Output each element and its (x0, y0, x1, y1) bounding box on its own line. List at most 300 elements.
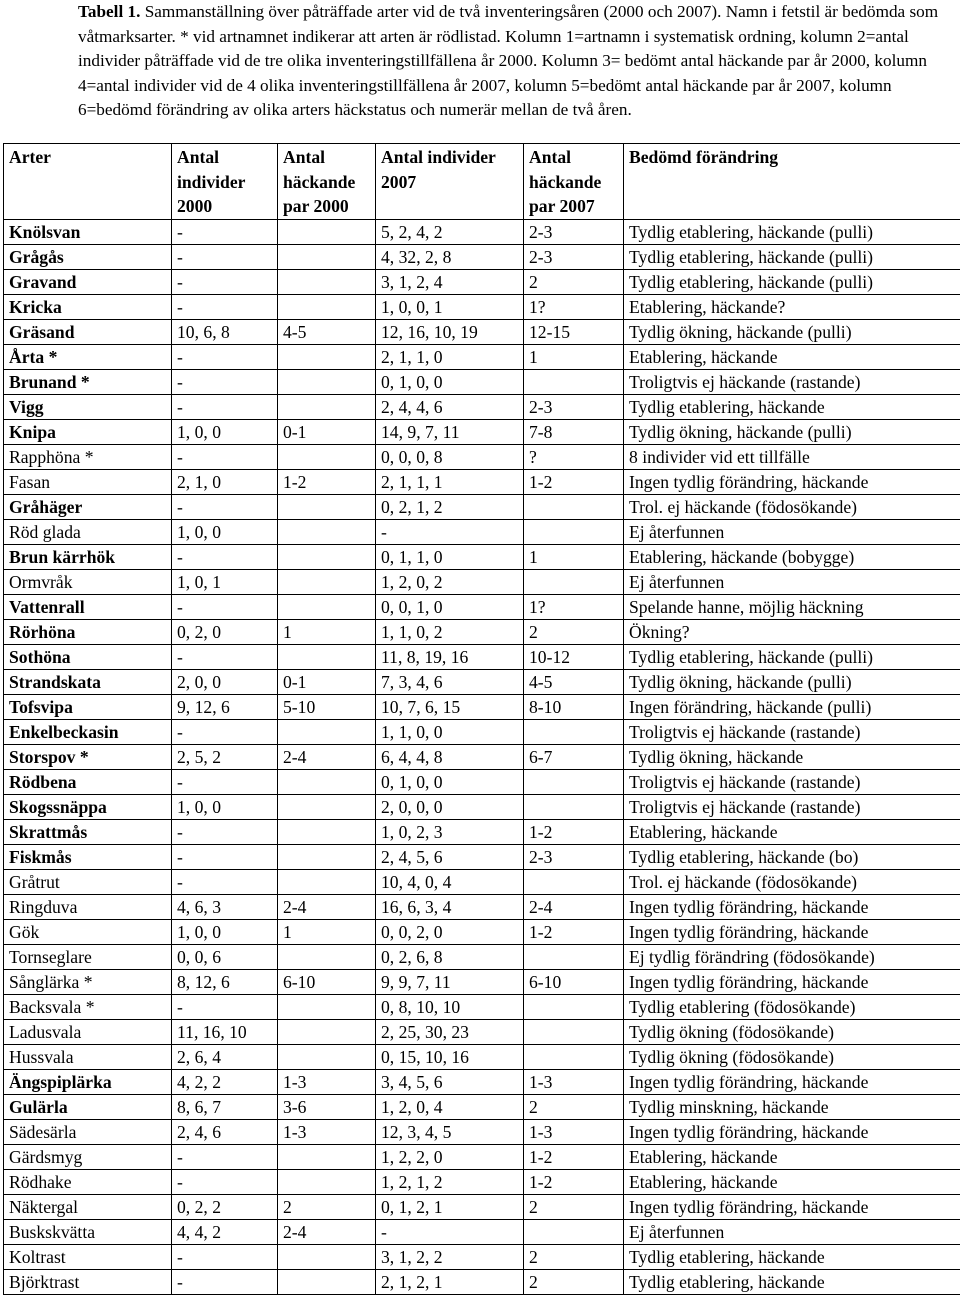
individer-2000-cell: 1, 0, 1 (172, 570, 278, 595)
species-name-cell: Årta * (4, 345, 172, 370)
hackande-par-2007-cell (524, 770, 624, 795)
bedomd-forandring-cell: Etablering, häckande? (624, 295, 960, 320)
bedomd-forandring-cell: Troligtvis ej häckande (rastande) (624, 795, 960, 820)
species-name-cell: Röd glada (4, 520, 172, 545)
species-name-cell: Gravand (4, 270, 172, 295)
table-body (4, 220, 960, 1295)
hackande-par-2007-cell: 6-10 (524, 970, 624, 995)
hackande-par-2000-cell: 2-4 (278, 745, 376, 770)
table-row (4, 570, 960, 595)
hackande-par-2000-cell (278, 545, 376, 570)
individer-2000-cell: 0, 0, 6 (172, 945, 278, 970)
species-name-cell: Vigg (4, 395, 172, 420)
hackande-par-2000-cell (278, 595, 376, 620)
hackande-par-2000-cell (278, 770, 376, 795)
individer-2007-cell: 0, 1, 2, 1 (376, 1195, 524, 1220)
hackande-par-2007-cell: 2-4 (524, 895, 624, 920)
species-name-cell: Björktrast (4, 1270, 172, 1295)
individer-2000-cell: - (172, 270, 278, 295)
hackande-par-2000-cell (278, 245, 376, 270)
species-name-cell: Vattenrall (4, 595, 172, 620)
individer-2000-cell: - (172, 845, 278, 870)
individer-2000-cell: - (172, 1270, 278, 1295)
species-name-cell: Ormvråk (4, 570, 172, 595)
header-bedomd-forandring: Bedömd förändring (624, 144, 960, 220)
individer-2000-cell: - (172, 445, 278, 470)
individer-2000-cell: 8, 6, 7 (172, 1095, 278, 1120)
species-name-cell: Knipa (4, 420, 172, 445)
individer-2007-cell: 0, 1, 0, 0 (376, 770, 524, 795)
table-row (4, 220, 960, 245)
species-name-cell: Brun kärrhök (4, 545, 172, 570)
table-row (4, 520, 960, 545)
table-row (4, 945, 960, 970)
bedomd-forandring-cell: Tydlig etablering, häckande (pulli) (624, 270, 960, 295)
species-name-cell: Sothöna (4, 645, 172, 670)
bedomd-forandring-cell: Etablering, häckande (624, 345, 960, 370)
species-name-cell: Koltrast (4, 1245, 172, 1270)
species-name-cell: Gärdsmyg (4, 1145, 172, 1170)
hackande-par-2000-cell: 0-1 (278, 420, 376, 445)
table-row (4, 895, 960, 920)
bedomd-forandring-cell: Tydlig etablering, häckande (624, 1245, 960, 1270)
bedomd-forandring-cell: Tydlig minskning, häckande (624, 1095, 960, 1120)
bedomd-forandring-cell: Ej tydlig förändring (födosökande) (624, 945, 960, 970)
bedomd-forandring-cell: Ökning? (624, 620, 960, 645)
individer-2000-cell: - (172, 245, 278, 270)
hackande-par-2007-cell: 2-3 (524, 395, 624, 420)
species-name-cell: Gräsand (4, 320, 172, 345)
individer-2007-cell: 6, 4, 4, 8 (376, 745, 524, 770)
hackande-par-2000-cell: 2 (278, 1195, 376, 1220)
individer-2000-cell: 0, 2, 0 (172, 620, 278, 645)
species-name-cell: Brunand * (4, 370, 172, 395)
table-row (4, 970, 960, 995)
individer-2007-cell: 3, 1, 2, 2 (376, 1245, 524, 1270)
species-name-cell: Sädesärla (4, 1120, 172, 1145)
table-row (4, 445, 960, 470)
hackande-par-2000-cell (278, 1020, 376, 1045)
bedomd-forandring-cell: Ingen tydlig förändring, häckande (624, 920, 960, 945)
individer-2000-cell: - (172, 295, 278, 320)
hackande-par-2007-cell: 2 (524, 270, 624, 295)
hackande-par-2007-cell (524, 370, 624, 395)
individer-2000-cell: 1, 0, 0 (172, 520, 278, 545)
individer-2000-cell: - (172, 345, 278, 370)
hackande-par-2007-cell: 1-2 (524, 920, 624, 945)
individer-2000-cell: 10, 6, 8 (172, 320, 278, 345)
species-name-cell: Kricka (4, 295, 172, 320)
individer-2000-cell: 2, 6, 4 (172, 1045, 278, 1070)
individer-2007-cell: 1, 0, 0, 1 (376, 295, 524, 320)
table-row (4, 695, 960, 720)
hackande-par-2000-cell (278, 795, 376, 820)
species-name-cell: Backsvala * (4, 995, 172, 1020)
table-row (4, 645, 960, 670)
species-name-cell: Knölsvan (4, 220, 172, 245)
species-name-cell: Skogssnäppa (4, 795, 172, 820)
hackande-par-2000-cell (278, 720, 376, 745)
individer-2007-cell: 3, 1, 2, 4 (376, 270, 524, 295)
table-row (4, 495, 960, 520)
hackande-par-2000-cell: 4-5 (278, 320, 376, 345)
individer-2007-cell: 2, 4, 5, 6 (376, 845, 524, 870)
species-name-cell: Gråhäger (4, 495, 172, 520)
hackande-par-2007-cell: 1? (524, 295, 624, 320)
table-row (4, 1070, 960, 1095)
table-row (4, 370, 960, 395)
species-name-cell: Näktergal (4, 1195, 172, 1220)
bedomd-forandring-cell: Troligtvis ej häckande (rastande) (624, 720, 960, 745)
hackande-par-2000-cell (278, 1270, 376, 1295)
bedomd-forandring-cell: Tydlig ökning, häckande (pulli) (624, 320, 960, 345)
table-row (4, 1195, 960, 1220)
hackande-par-2000-cell (278, 945, 376, 970)
table-row (4, 320, 960, 345)
species-name-cell: Storspov * (4, 745, 172, 770)
species-name-cell: Grågås (4, 245, 172, 270)
species-name-cell: Ringduva (4, 895, 172, 920)
individer-2007-cell: 16, 6, 3, 4 (376, 895, 524, 920)
hackande-par-2000-cell (278, 520, 376, 545)
bedomd-forandring-cell: Tydlig etablering, häckande (pulli) (624, 220, 960, 245)
table-row (4, 720, 960, 745)
hackande-par-2007-cell: 2-3 (524, 845, 624, 870)
bedomd-forandring-cell: Etablering, häckande (bobygge) (624, 545, 960, 570)
bedomd-forandring-cell: Etablering, häckande (624, 820, 960, 845)
individer-2007-cell: 2, 4, 4, 6 (376, 395, 524, 420)
individer-2007-cell: 14, 9, 7, 11 (376, 420, 524, 445)
hackande-par-2007-cell: 2 (524, 620, 624, 645)
hackande-par-2000-cell (278, 370, 376, 395)
individer-2000-cell: - (172, 1245, 278, 1270)
bedomd-forandring-cell: Tydlig etablering, häckande (pulli) (624, 645, 960, 670)
table-row (4, 995, 960, 1020)
individer-2007-cell: 2, 25, 30, 23 (376, 1020, 524, 1045)
hackande-par-2007-cell: 12-15 (524, 320, 624, 345)
individer-2000-cell: 0, 2, 2 (172, 1195, 278, 1220)
table-row (4, 1220, 960, 1245)
bedomd-forandring-cell: Tydlig ökning (födosökande) (624, 1020, 960, 1045)
hackande-par-2007-cell: 1-3 (524, 1070, 624, 1095)
individer-2000-cell: - (172, 995, 278, 1020)
individer-2000-cell: - (172, 1170, 278, 1195)
hackande-par-2007-cell: 4-5 (524, 670, 624, 695)
hackande-par-2000-cell (278, 995, 376, 1020)
hackande-par-2000-cell (278, 645, 376, 670)
individer-2000-cell: - (172, 770, 278, 795)
hackande-par-2000-cell (278, 270, 376, 295)
bedomd-forandring-cell: Tydlig etablering, häckande (bo) (624, 845, 960, 870)
bedomd-forandring-cell: Spelande hanne, möjlig häckning (624, 595, 960, 620)
hackande-par-2000-cell: 2-4 (278, 895, 376, 920)
hackande-par-2007-cell (524, 795, 624, 820)
individer-2007-cell: 0, 0, 1, 0 (376, 595, 524, 620)
individer-2007-cell: 1, 2, 1, 2 (376, 1170, 524, 1195)
header-antal-hackande-par-2000: Antal häckande par 2000 (278, 144, 376, 220)
header-antal-individer-2000: Antal individer 2000 (172, 144, 278, 220)
hackande-par-2007-cell (524, 570, 624, 595)
hackande-par-2007-cell (524, 1045, 624, 1070)
hackande-par-2007-cell: 2-3 (524, 245, 624, 270)
species-name-cell: Enkelbeckasin (4, 720, 172, 745)
hackande-par-2000-cell (278, 820, 376, 845)
header-antal-individer-2007: Antal individer 2007 (376, 144, 524, 220)
hackande-par-2007-cell: 2 (524, 1095, 624, 1120)
table-row (4, 245, 960, 270)
bedomd-forandring-cell: Troligtvis ej häckande (rastande) (624, 370, 960, 395)
hackande-par-2000-cell (278, 1245, 376, 1270)
hackande-par-2007-cell: 1-3 (524, 1120, 624, 1145)
individer-2007-cell: 0, 8, 10, 10 (376, 995, 524, 1020)
individer-2000-cell: 1, 0, 0 (172, 795, 278, 820)
bedomd-forandring-cell: 8 individer vid ett tillfälle (624, 445, 960, 470)
hackande-par-2000-cell (278, 395, 376, 420)
individer-2007-cell: 0, 0, 0, 8 (376, 445, 524, 470)
table-row (4, 1020, 960, 1045)
species-name-cell: Gulärla (4, 1095, 172, 1120)
hackande-par-2007-cell: 2 (524, 1270, 624, 1295)
hackande-par-2007-cell: ? (524, 445, 624, 470)
individer-2007-cell: 0, 0, 2, 0 (376, 920, 524, 945)
hackande-par-2007-cell: 1 (524, 545, 624, 570)
bedomd-forandring-cell: Tydlig etablering (födosökande) (624, 995, 960, 1020)
hackande-par-2007-cell: 1-2 (524, 820, 624, 845)
individer-2007-cell: 0, 15, 10, 16 (376, 1045, 524, 1070)
hackande-par-2007-cell (524, 945, 624, 970)
table-row (4, 1120, 960, 1145)
individer-2000-cell: - (172, 495, 278, 520)
individer-2000-cell: 4, 2, 2 (172, 1070, 278, 1095)
hackande-par-2007-cell: 10-12 (524, 645, 624, 670)
bedomd-forandring-cell: Trol. ej häckande (födosökande) (624, 870, 960, 895)
bedomd-forandring-cell: Tydlig etablering, häckande (624, 395, 960, 420)
species-name-cell: Skrattmås (4, 820, 172, 845)
individer-2007-cell: 0, 2, 6, 8 (376, 945, 524, 970)
bedomd-forandring-cell: Tydlig ökning, häckande (pulli) (624, 670, 960, 695)
individer-2000-cell: 2, 0, 0 (172, 670, 278, 695)
species-name-cell: Rörhöna (4, 620, 172, 645)
hackande-par-2000-cell: 1 (278, 920, 376, 945)
hackande-par-2000-cell (278, 220, 376, 245)
species-name-cell: Buskskvätta (4, 1220, 172, 1245)
hackande-par-2007-cell: 1-2 (524, 470, 624, 495)
individer-2007-cell: 2, 1, 1, 1 (376, 470, 524, 495)
individer-2000-cell: 8, 12, 6 (172, 970, 278, 995)
individer-2007-cell: 2, 1, 2, 1 (376, 1270, 524, 1295)
bedomd-forandring-cell: Ej återfunnen (624, 520, 960, 545)
hackande-par-2000-cell: 1-2 (278, 470, 376, 495)
hackande-par-2007-cell (524, 1020, 624, 1045)
individer-2000-cell: 1, 0, 0 (172, 920, 278, 945)
bedomd-forandring-cell: Ingen tydlig förändring, häckande (624, 895, 960, 920)
species-name-cell: Hussvala (4, 1045, 172, 1070)
hackande-par-2007-cell (524, 720, 624, 745)
caption-label: Tabell 1. (78, 2, 140, 21)
individer-2007-cell: 1, 2, 0, 4 (376, 1095, 524, 1120)
hackande-par-2007-cell: 2 (524, 1195, 624, 1220)
individer-2000-cell: - (172, 220, 278, 245)
individer-2000-cell: - (172, 645, 278, 670)
caption-text: Sammanställning över påträffade arter vid de två inventeringsåren (2000 och 2007). Namn i fetstil är bedömda som våtmarksarter. * vid artnamnet indikerar att arten är rödlistad. Kolumn 1=artnamn i systematisk ordning, kolumn 2=antal individer påträffade vid de tre olika inventeringstillfällena år 2000. Kolumn 3= bedömt antal häckande par år 2000, kolumn 4=antal individer vid de 4 olika inventeringstillfällena år 2007, kolumn 5=bedömt antal häckande par år 2007, kolumn 6=bedömd förändring av olika arters häckstatus och numerär mellan de två åren. (78, 2, 938, 119)
individer-2007-cell: - (376, 520, 524, 545)
table-row (4, 1270, 960, 1295)
table-row (4, 1145, 960, 1170)
table-row (4, 745, 960, 770)
hackande-par-2007-cell: 2 (524, 1245, 624, 1270)
table-row (4, 1095, 960, 1120)
individer-2007-cell: 10, 7, 6, 15 (376, 695, 524, 720)
hackande-par-2007-cell: 7-8 (524, 420, 624, 445)
bedomd-forandring-cell: Tydlig etablering, häckande (pulli) (624, 245, 960, 270)
individer-2000-cell: - (172, 820, 278, 845)
individer-2000-cell: 11, 16, 10 (172, 1020, 278, 1045)
individer-2000-cell: - (172, 1145, 278, 1170)
hackande-par-2000-cell (278, 1145, 376, 1170)
hackande-par-2007-cell (524, 870, 624, 895)
individer-2007-cell: 3, 4, 5, 6 (376, 1070, 524, 1095)
hackande-par-2007-cell: 2-3 (524, 220, 624, 245)
individer-2000-cell: - (172, 395, 278, 420)
table-row (4, 395, 960, 420)
hackande-par-2000-cell: 1-3 (278, 1070, 376, 1095)
bedomd-forandring-cell: Ingen tydlig förändring, häckande (624, 1120, 960, 1145)
table-row (4, 470, 960, 495)
individer-2000-cell: 2, 5, 2 (172, 745, 278, 770)
hackande-par-2000-cell (278, 495, 376, 520)
bedomd-forandring-cell: Tydlig etablering, häckande (624, 1270, 960, 1295)
hackande-par-2007-cell: 1-2 (524, 1145, 624, 1170)
individer-2007-cell: 11, 8, 19, 16 (376, 645, 524, 670)
species-table (3, 143, 960, 1295)
bedomd-forandring-cell: Etablering, häckande (624, 1145, 960, 1170)
bedomd-forandring-cell: Tydlig ökning, häckande (pulli) (624, 420, 960, 445)
hackande-par-2000-cell: 1 (278, 620, 376, 645)
bedomd-forandring-cell: Ingen tydlig förändring, häckande (624, 1195, 960, 1220)
individer-2000-cell: - (172, 870, 278, 895)
bedomd-forandring-cell: Etablering, häckande (624, 1170, 960, 1195)
individer-2007-cell: 12, 3, 4, 5 (376, 1120, 524, 1145)
species-name-cell: Rapphöna * (4, 445, 172, 470)
individer-2007-cell: 12, 16, 10, 19 (376, 320, 524, 345)
hackande-par-2000-cell (278, 1045, 376, 1070)
individer-2007-cell: 5, 2, 4, 2 (376, 220, 524, 245)
hackande-par-2007-cell: 1-2 (524, 1170, 624, 1195)
individer-2007-cell: 1, 1, 0, 2 (376, 620, 524, 645)
species-name-cell: Fiskmås (4, 845, 172, 870)
hackande-par-2007-cell: 8-10 (524, 695, 624, 720)
individer-2007-cell: 0, 1, 1, 0 (376, 545, 524, 570)
table-row (4, 270, 960, 295)
individer-2007-cell: 2, 0, 0, 0 (376, 795, 524, 820)
individer-2007-cell: 1, 0, 2, 3 (376, 820, 524, 845)
species-name-cell: Gråtrut (4, 870, 172, 895)
individer-2007-cell: 0, 2, 1, 2 (376, 495, 524, 520)
hackande-par-2000-cell: 1-3 (278, 1120, 376, 1145)
individer-2000-cell: 2, 1, 0 (172, 470, 278, 495)
individer-2007-cell: 1, 2, 2, 0 (376, 1145, 524, 1170)
hackande-par-2000-cell: 0-1 (278, 670, 376, 695)
hackande-par-2000-cell (278, 295, 376, 320)
hackande-par-2007-cell (524, 495, 624, 520)
individer-2000-cell: 9, 12, 6 (172, 695, 278, 720)
hackande-par-2000-cell (278, 845, 376, 870)
hackande-par-2000-cell: 3-6 (278, 1095, 376, 1120)
species-name-cell: Sånglärka * (4, 970, 172, 995)
species-name-cell: Ladusvala (4, 1020, 172, 1045)
species-name-cell: Ängspiplärka (4, 1070, 172, 1095)
bedomd-forandring-cell: Ej återfunnen (624, 1220, 960, 1245)
table-caption (78, 0, 948, 123)
species-name-cell: Tofsvipa (4, 695, 172, 720)
table-row (4, 1045, 960, 1070)
individer-2000-cell: 4, 6, 3 (172, 895, 278, 920)
table-row (4, 795, 960, 820)
hackande-par-2007-cell: 1? (524, 595, 624, 620)
species-name-cell: Fasan (4, 470, 172, 495)
species-name-cell: Strandskata (4, 670, 172, 695)
individer-2007-cell: 1, 2, 0, 2 (376, 570, 524, 595)
individer-2000-cell: - (172, 370, 278, 395)
header-arter: Arter (4, 144, 172, 220)
individer-2007-cell: 9, 9, 7, 11 (376, 970, 524, 995)
bedomd-forandring-cell: Troligtvis ej häckande (rastande) (624, 770, 960, 795)
table-header-row (4, 144, 960, 220)
bedomd-forandring-cell: Ingen tydlig förändring, häckande (624, 970, 960, 995)
individer-2000-cell: - (172, 720, 278, 745)
hackande-par-2007-cell (524, 1220, 624, 1245)
individer-2007-cell: 0, 1, 0, 0 (376, 370, 524, 395)
hackande-par-2000-cell: 2-4 (278, 1220, 376, 1245)
table-row (4, 845, 960, 870)
individer-2007-cell: 2, 1, 1, 0 (376, 345, 524, 370)
table-row (4, 545, 960, 570)
hackande-par-2007-cell (524, 520, 624, 545)
individer-2007-cell: 1, 1, 0, 0 (376, 720, 524, 745)
hackande-par-2007-cell: 6-7 (524, 745, 624, 770)
table-row (4, 420, 960, 445)
individer-2000-cell: - (172, 545, 278, 570)
table-row (4, 870, 960, 895)
bedomd-forandring-cell: Ej återfunnen (624, 570, 960, 595)
individer-2007-cell: 7, 3, 4, 6 (376, 670, 524, 695)
table-row (4, 820, 960, 845)
individer-2000-cell: 1, 0, 0 (172, 420, 278, 445)
individer-2007-cell: 10, 4, 0, 4 (376, 870, 524, 895)
species-name-cell: Tornseglare (4, 945, 172, 970)
hackande-par-2007-cell (524, 995, 624, 1020)
table-row (4, 345, 960, 370)
species-name-cell: Rödhake (4, 1170, 172, 1195)
bedomd-forandring-cell: Ingen tydlig förändring, häckande (624, 470, 960, 495)
individer-2007-cell: 4, 32, 2, 8 (376, 245, 524, 270)
hackande-par-2000-cell (278, 570, 376, 595)
individer-2000-cell: - (172, 595, 278, 620)
hackande-par-2000-cell: 5-10 (278, 695, 376, 720)
bedomd-forandring-cell: Ingen tydlig förändring, häckande (624, 1070, 960, 1095)
hackande-par-2000-cell (278, 345, 376, 370)
hackande-par-2000-cell (278, 445, 376, 470)
hackande-par-2000-cell (278, 870, 376, 895)
individer-2000-cell: 4, 4, 2 (172, 1220, 278, 1245)
header-antal-hackande-par-2007: Antal häckande par 2007 (524, 144, 624, 220)
bedomd-forandring-cell: Trol. ej häckande (födosökande) (624, 495, 960, 520)
table-row (4, 670, 960, 695)
species-name-cell: Rödbena (4, 770, 172, 795)
table-row (4, 295, 960, 320)
table-row (4, 1245, 960, 1270)
table-row (4, 595, 960, 620)
